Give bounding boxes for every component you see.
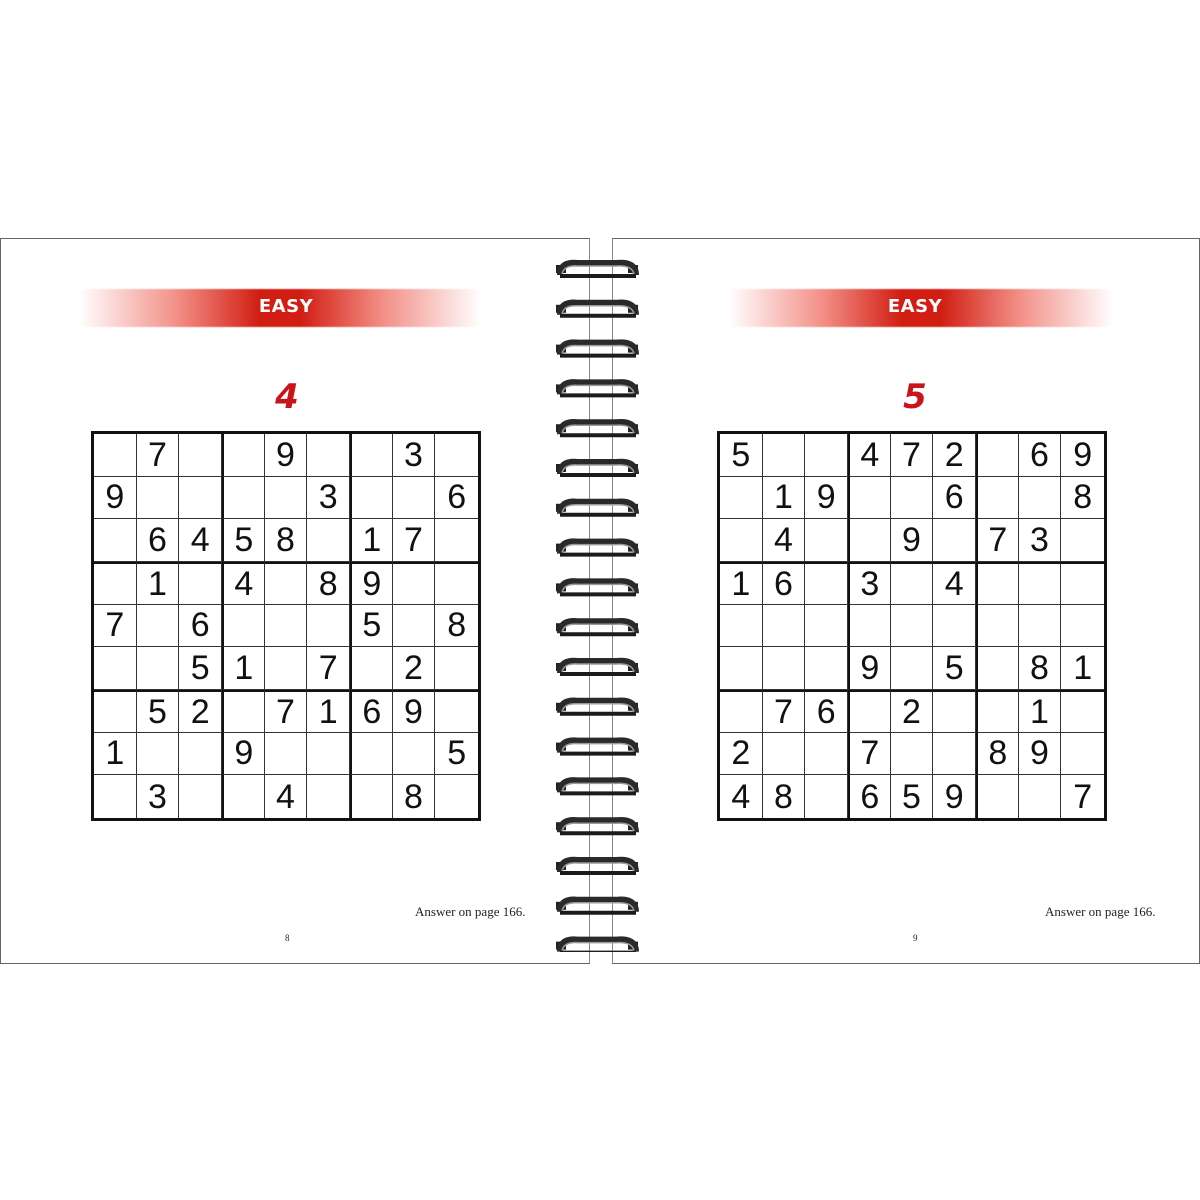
sudoku-cell: 1 [1061,647,1104,690]
sudoku-cell [222,477,265,520]
sudoku-cell [94,562,137,605]
sudoku-cell [435,562,478,605]
sudoku-cell: 6 [435,477,478,520]
sudoku-cell: 7 [976,519,1019,562]
sudoku-cell: 3 [393,434,436,477]
sudoku-cell [179,775,222,818]
spiral-ring [556,462,638,475]
sudoku-cell: 2 [393,647,436,690]
sudoku-cell: 8 [435,605,478,648]
sudoku-cell [94,519,137,562]
sudoku-cell: 3 [848,562,891,605]
sudoku-cell: 4 [265,775,308,818]
sudoku-cell [307,434,350,477]
sudoku-cell: 5 [891,775,934,818]
sudoku-cell: 8 [393,775,436,818]
sudoku-cell: 1 [94,733,137,776]
sudoku-cell [976,605,1019,648]
sudoku-cell: 9 [94,477,137,520]
sudoku-cell [94,647,137,690]
sudoku-cell: 7 [307,647,350,690]
sudoku-cell [763,605,806,648]
sudoku-grid [91,431,481,821]
sudoku-cell [350,775,393,818]
sudoku-cell: 5 [933,647,976,690]
sudoku-cell [179,562,222,605]
sudoku-cell: 9 [891,519,934,562]
sudoku-cell [720,605,763,648]
sudoku-cell [307,605,350,648]
sudoku-cell [805,434,848,477]
sudoku-cell: 4 [848,434,891,477]
spiral-ring [556,661,638,674]
sudoku-cell: 8 [265,519,308,562]
sudoku-cell [763,733,806,776]
sudoku-cell: 1 [222,647,265,690]
sudoku-cell: 6 [137,519,180,562]
sudoku-cell [435,647,478,690]
spiral-ring [556,820,638,833]
sudoku-cell [265,562,308,605]
sudoku-cell [976,647,1019,690]
sudoku-cell [94,690,137,733]
sudoku-cell: 7 [1073,777,1093,816]
sudoku-cell [763,647,806,690]
answer-note: Answer on page 166. [415,904,526,919]
sudoku-cell [891,562,934,605]
sudoku-cell: 1 [720,562,763,605]
sudoku-cell [1061,690,1104,733]
sudoku-cell [976,775,1019,818]
sudoku-cell [137,647,180,690]
sudoku-cell [137,477,180,520]
sudoku-cell [94,434,137,477]
sudoku-cell: 9 [265,434,308,477]
sudoku-cell: 9 [1061,434,1104,477]
sudoku-cell [435,434,478,477]
sudoku-cell [848,690,891,733]
sudoku-cell [805,775,848,818]
sudoku-cell: 7 [848,733,891,776]
spiral-ring [556,422,638,435]
sudoku-cell [720,647,763,690]
sudoku-cell [763,434,806,477]
sudoku-cell [720,519,763,562]
sudoku-cell: 8 [763,775,806,818]
sudoku-cell: 1 [1019,690,1062,733]
sudoku-cell: 6 [805,690,848,733]
spiral-ring [556,502,638,515]
difficulty-label: EASY [887,296,943,317]
sudoku-cell [720,690,763,733]
sudoku-cell: 6 [179,605,222,648]
sudoku-cell [307,775,350,818]
sudoku-cell: 4 [763,519,806,562]
sudoku-cell [222,775,265,818]
sudoku-cell [435,519,478,562]
sudoku-cell [1061,519,1104,562]
sudoku-cell [137,605,180,648]
sudoku-cell [222,605,265,648]
sudoku-cell: 6 [350,690,393,733]
sudoku-cell [933,690,976,733]
sudoku-cell: 9 [393,690,436,733]
sudoku-cell: 2 [179,690,222,733]
sudoku-cell [222,690,265,733]
sudoku-cell [805,562,848,605]
puzzle-number: 4 [275,377,299,417]
sudoku-cell: 7 [137,434,180,477]
sudoku-cell: 1 [307,690,350,733]
answer-note: Answer on page 166. [1045,904,1156,919]
sudoku-cell [1019,562,1062,605]
sudoku-cell: 5 [435,733,478,776]
sudoku-cell: 5 [137,690,180,733]
sudoku-cell [805,647,848,690]
sudoku-cell [805,605,848,648]
sudoku-cell: 8 [976,733,1019,776]
sudoku-cell: 8 [1061,477,1104,520]
sudoku-cell: 6 [763,562,806,605]
sudoku-cell [976,690,1019,733]
sudoku-cell [435,690,478,733]
right-page [612,238,1200,964]
sudoku-cell: 1 [763,477,806,520]
sudoku-cell [393,605,436,648]
sudoku-cell [848,477,891,520]
sudoku-cell: 9 [350,562,393,605]
sudoku-cell: 2 [933,434,976,477]
difficulty-label: EASY [258,296,314,317]
sudoku-cell: 2 [720,733,763,776]
spiral-ring [556,621,638,634]
page-number: 9 [913,933,918,943]
spiral-book-spread [0,238,1200,964]
sudoku-cell [1061,562,1104,605]
sudoku-cell [933,519,976,562]
sudoku-cell: 9 [1019,733,1062,776]
sudoku-cell: 4 [222,562,265,605]
sudoku-cell [179,733,222,776]
sudoku-cell [891,733,934,776]
sudoku-cell: 9 [222,733,265,776]
sudoku-cell [265,605,308,648]
spiral-ring [556,342,638,355]
sudoku-cell: 7 [94,605,137,648]
sudoku-cell [265,477,308,520]
sudoku-cell [933,733,976,776]
spiral-ring [556,860,638,873]
spiral-ring [556,900,638,913]
sudoku-cell: 7 [265,690,308,733]
sudoku-cell: 4 [720,775,763,818]
sudoku-cell [1061,605,1104,648]
sudoku-cell [976,477,1019,520]
sudoku-cell: 5 [720,434,763,477]
sudoku-cell [1019,605,1062,648]
sudoku-cell [976,562,1019,605]
sudoku-cell [137,733,180,776]
sudoku-cell: 7 [891,434,934,477]
spiral-binding [556,252,644,952]
puzzle-number: 5 [903,377,927,417]
sudoku-cell [94,775,137,818]
sudoku-cell [222,434,265,477]
sudoku-cell: 6 [1019,434,1062,477]
sudoku-cell [393,733,436,776]
spiral-ring [556,263,638,276]
sudoku-cell [720,477,763,520]
sudoku-cell: 7 [763,690,806,733]
sudoku-cell: 9 [933,775,976,818]
sudoku-cell [350,647,393,690]
spiral-ring [556,701,638,714]
sudoku-cell: 6 [848,775,891,818]
sudoku-cell: 6 [933,477,976,520]
spiral-ring [556,780,638,793]
sudoku-cell: 2 [891,690,934,733]
left-page [0,238,590,964]
sudoku-cell [805,733,848,776]
sudoku-cell [891,477,934,520]
sudoku-cell: 9 [805,477,848,520]
spiral-ring [556,541,638,554]
sudoku-cell [307,733,350,776]
sudoku-cell: 3 [307,477,350,520]
sudoku-cell [848,605,891,648]
spiral-ring [556,939,638,952]
sudoku-cell [933,605,976,648]
sudoku-cell [976,434,1019,477]
sudoku-cell [1019,775,1062,818]
sudoku-cell: 3 [1019,519,1062,562]
sudoku-cell [891,647,934,690]
sudoku-cell [350,733,393,776]
sudoku-cell [1061,733,1104,776]
sudoku-cell: 8 [307,562,350,605]
sudoku-cell [1019,477,1062,520]
sudoku-grid [717,431,1107,821]
sudoku-cell [393,477,436,520]
sudoku-cell [805,519,848,562]
spiral-ring [556,382,638,395]
sudoku-cell: 5 [222,519,265,562]
sudoku-cell [307,519,350,562]
sudoku-cell [435,775,478,818]
sudoku-cell [179,477,222,520]
sudoku-cell: 1 [137,562,180,605]
sudoku-cell: 1 [350,519,393,562]
sudoku-cell: 4 [933,562,976,605]
sudoku-cell [891,605,934,648]
sudoku-cell: 5 [179,647,222,690]
sudoku-cell: 8 [1019,647,1062,690]
sudoku-cell [265,733,308,776]
sudoku-cell: 3 [137,775,180,818]
sudoku-cell [393,562,436,605]
page-number: 8 [285,933,290,943]
sudoku-cell [350,434,393,477]
spiral-ring [556,303,638,316]
spiral-ring [556,740,638,753]
sudoku-cell: 4 [179,519,222,562]
sudoku-cell: 7 [393,519,436,562]
sudoku-cell [848,519,891,562]
sudoku-cell: 5 [350,605,393,648]
sudoku-cell [179,434,222,477]
sudoku-cell: 9 [848,647,891,690]
sudoku-cell [265,647,308,690]
sudoku-cell [350,477,393,520]
spiral-ring [556,581,638,594]
